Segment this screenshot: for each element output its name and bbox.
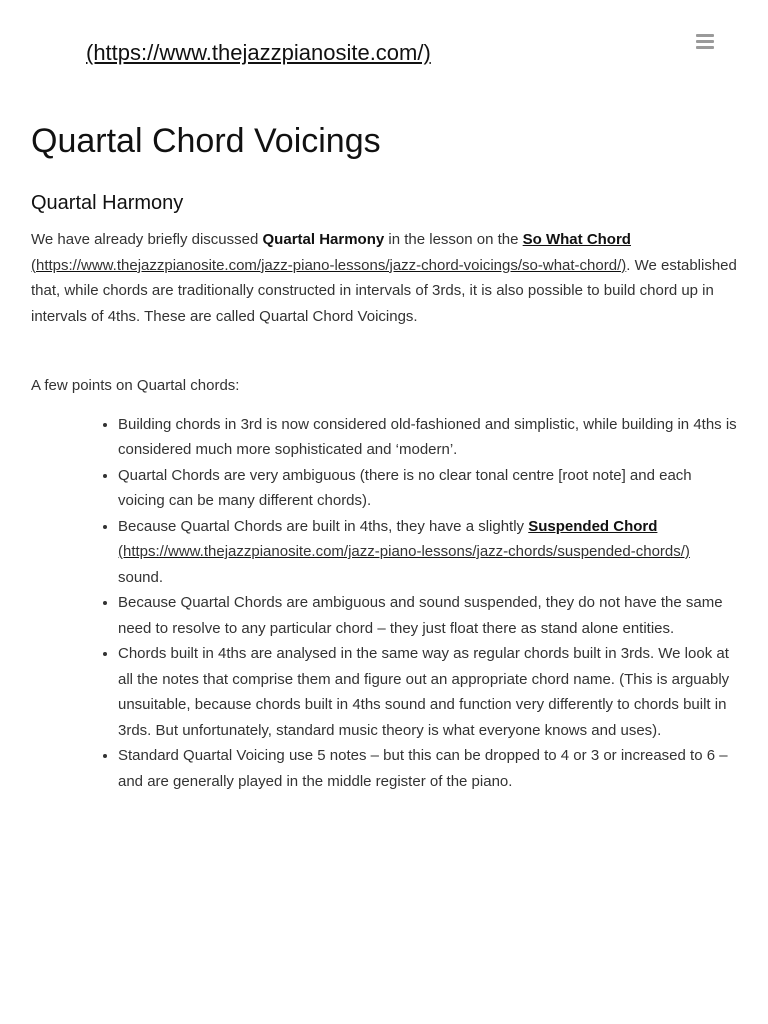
intro-text: in the lesson on the	[384, 231, 523, 248]
intro-bold-term: Quartal Harmony	[262, 231, 385, 248]
list-item: • Standard Quartal Voicing use 5 notes – but this can be dropped to 4 or 3 or increased to 6 – and are generally played in the middle register of the piano.	[118, 743, 741, 794]
list-item: • Because Quartal Chords are ambiguous and sound suspended, they do not have the same need to resolve to any particular chord – they just float there as stand alone entities.	[118, 590, 741, 641]
list-item	[118, 514, 741, 591]
list-item-text: sound.	[118, 568, 164, 586]
points-list	[31, 412, 741, 795]
page-title: Quartal Chord Voicings	[31, 122, 381, 160]
list-item-text: Because Quartal Chords are built in 4ths, they have a slightly	[118, 517, 529, 535]
so-what-chord-link-url: (https://www.thejazzpianosite.com/jazz-piano-lessons/jazz-chord-voicings/so-what-chord/)	[31, 256, 627, 274]
intro-paragraph	[31, 227, 741, 329]
intro-text: We have already briefly discussed	[31, 231, 263, 248]
menu-bar	[696, 46, 714, 49]
section-heading: Quartal Harmony	[31, 192, 184, 214]
site-header	[0, 0, 768, 90]
suspended-chord-link-url: (https://www.thejazzpianosite.com/jazz-piano-lessons/jazz-chords/suspended-chords/)	[118, 543, 690, 560]
list-item: • Building chords in 3rd is now considered old-fashioned and simplistic, while building in 4ths is considered much more sophisticated and ‘modern’.	[118, 412, 741, 463]
list-item: • Quartal Chords are very ambiguous (there is no clear tonal centre [root note] and each voicing can be many different chords).	[118, 463, 741, 514]
intro-text: . We established that, while chords are traditionally constructed in intervals of 3rds, it is also possible to build chord up in intervals of 4ths. These are called Quartal Chord Voicings.	[31, 256, 737, 325]
list-item: • Chords built in 4ths are analysed in the same way as regular chords built in 3rds. We look at all the notes that comprise them and figure out an appropriate chord name. (This is arguably unsuitable, because chords built in 4ths sound and function very differently to chords built in 3rds. But unfortunately, standard music theory is what everyone knows and uses).	[118, 641, 741, 743]
hamburger-menu-icon[interactable]	[696, 33, 716, 49]
menu-bar	[696, 40, 714, 43]
suspended-chord-link-label: Suspended Chord	[528, 517, 658, 535]
article-content	[31, 118, 741, 794]
so-what-chord-link-label: So What Chord	[522, 231, 631, 248]
menu-bar	[696, 34, 714, 37]
points-intro: A few points on Quartal chords:	[31, 377, 240, 394]
site-home-link[interactable]: (https://www.thejazzpianosite.com/)	[86, 40, 431, 65]
